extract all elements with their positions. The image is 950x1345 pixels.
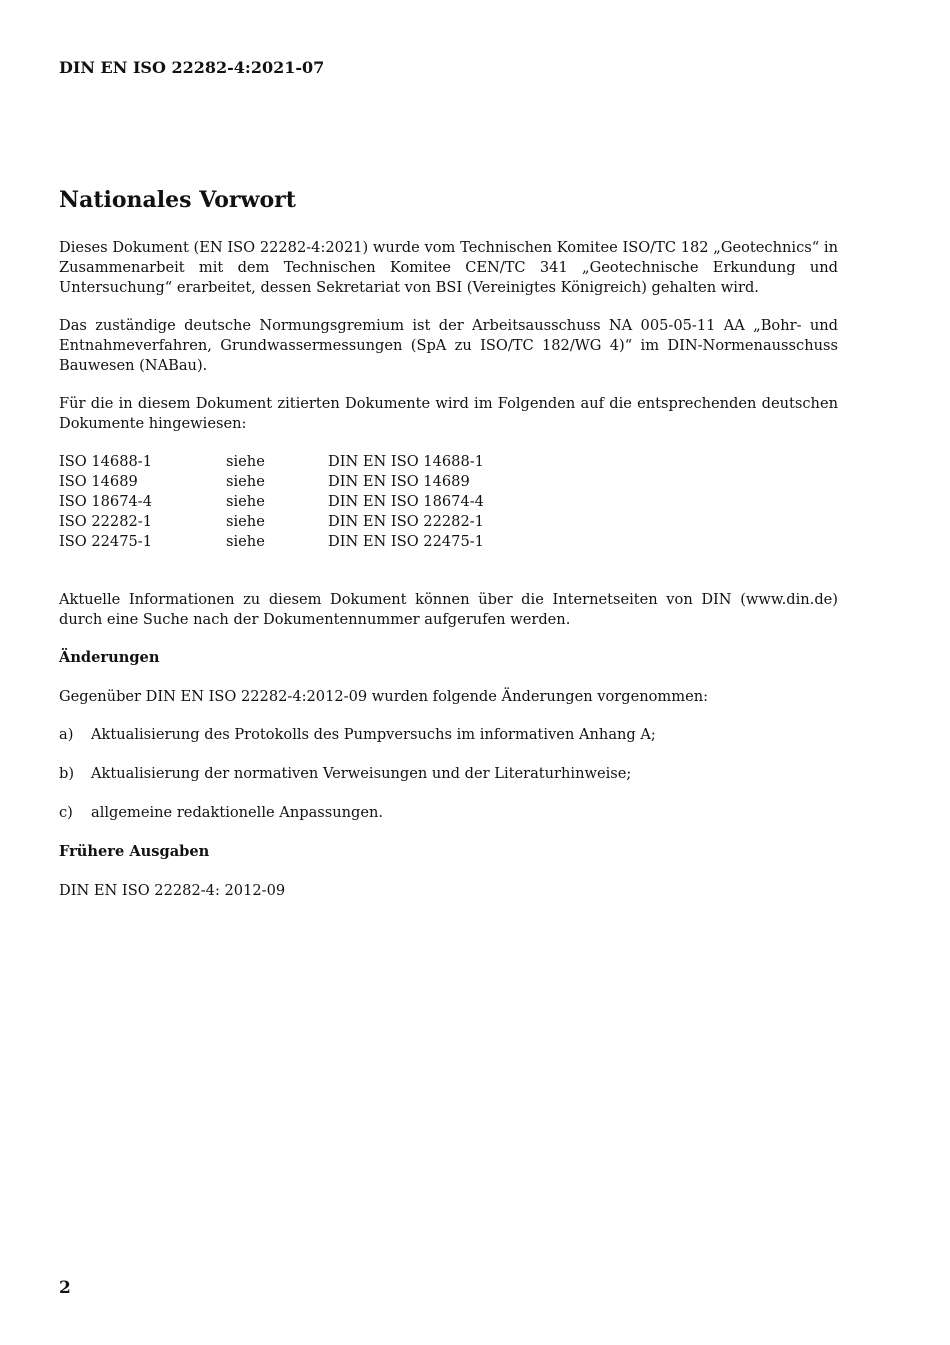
reference-iso: ISO 14688-1 — [59, 453, 153, 470]
list-item — [59, 803, 838, 823]
reference-iso: ISO 18674-4 — [59, 493, 153, 510]
page-title: Nationales Vorwort — [59, 187, 296, 213]
reference-siehe: siehe — [226, 533, 265, 550]
reference-row — [59, 452, 838, 472]
list-item-text: allgemeine redaktionelle Anpassungen. — [91, 804, 384, 821]
list-item-letter: a) — [59, 726, 74, 743]
reference-siehe: siehe — [226, 453, 265, 470]
list-item — [59, 725, 838, 745]
paragraph-references-intro: Für die in diesem Dokument zitierten Dokumente wird im Folgenden auf die entsprechenden deutschen Dokumente hingewiesen: — [59, 395, 838, 432]
reference-din: DIN EN ISO 14689 — [328, 473, 470, 490]
content-body — [59, 238, 838, 919]
reference-din: DIN EN ISO 22282-1 — [328, 513, 484, 530]
paragraph-current-info: Aktuelle Informationen zu diesem Dokument können über die Internetseiten von DIN (www.din.de) durch eine Suche nach der Dokumentennummer aufgerufen werden. — [59, 591, 838, 628]
reference-din: DIN EN ISO 22475-1 — [328, 533, 484, 550]
reference-din: DIN EN ISO 14688-1 — [328, 453, 484, 470]
reference-row — [59, 492, 838, 512]
reference-row — [59, 472, 838, 492]
document-header-id: DIN EN ISO 22282-4:2021-07 — [59, 58, 325, 77]
reference-row — [59, 532, 838, 552]
list-item — [59, 764, 838, 784]
list-item-letter: b) — [59, 765, 75, 782]
reference-table — [59, 452, 838, 552]
reference-iso: ISO 14689 — [59, 473, 138, 490]
reference-iso: ISO 22475-1 — [59, 533, 153, 550]
reference-din: DIN EN ISO 18674-4 — [328, 493, 484, 510]
list-item-letter: c) — [59, 804, 73, 821]
reference-siehe: siehe — [226, 493, 265, 510]
list-item-text: Aktualisierung der normativen Verweisungen und der Literaturhinweise; — [91, 765, 632, 782]
changes-heading: Änderungen — [59, 649, 160, 666]
page-number: 2 — [59, 1278, 71, 1298]
reference-siehe: siehe — [226, 473, 265, 490]
changes-intro: Gegenüber DIN EN ISO 22282-4:2012-09 wurden folgende Änderungen vorgenommen: — [59, 688, 709, 705]
list-item-text: Aktualisierung des Protokolls des Pumpversuchs im informativen Anhang A; — [91, 726, 656, 743]
paragraph-standards-body: Das zuständige deutsche Normungsgremium ist der Arbeitsausschuss NA 005-05-11 AA „Bohr- und Entnahmeverfahren, Grundwassermessungen (SpA zu ISO/TC 182/WG 4)“ im DIN-Normenausschuss Bauwesen (NABau). — [59, 317, 838, 374]
paragraph-committee: Dieses Dokument (EN ISO 22282-4:2021) wurde vom Technischen Komitee ISO/TC 182 „Geotechnics“ in Zusammenarbeit mit dem Technischen Komitee CEN/TC 341 „Geotechnische Erkundung und Untersuchung“ erarbeitet, dessen Sekretariat von BSI (Vereinigtes Königreich) gehalten wird. — [59, 239, 838, 296]
reference-iso: ISO 22282-1 — [59, 513, 153, 530]
previous-editions-heading: Frühere Ausgaben — [59, 843, 210, 860]
reference-row — [59, 512, 838, 532]
previous-editions-text: DIN EN ISO 22282-4: 2012-09 — [59, 882, 286, 899]
reference-siehe: siehe — [226, 513, 265, 530]
